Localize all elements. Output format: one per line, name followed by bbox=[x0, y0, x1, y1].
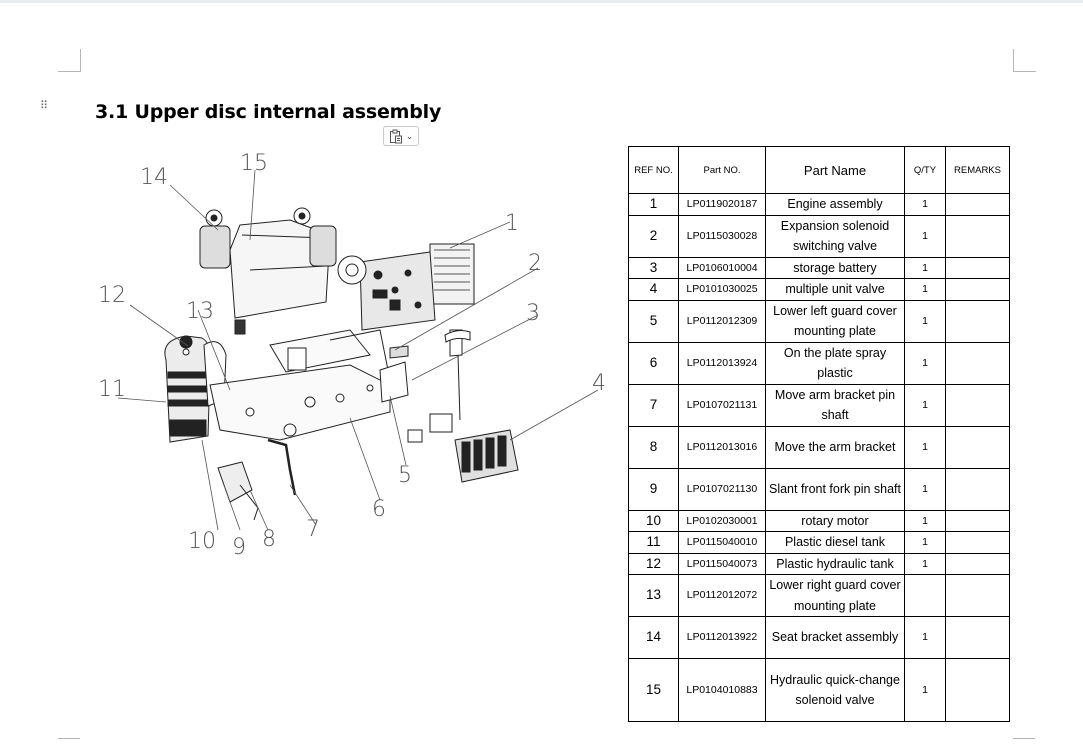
table-row bbox=[629, 342, 1010, 384]
chevron-down-icon: ⌄ bbox=[405, 130, 414, 141]
cell-remarks bbox=[946, 215, 1010, 257]
table-row bbox=[629, 659, 1010, 722]
cell-part-no: LP0107021130 bbox=[679, 468, 766, 510]
header-ref-no: REF NO. bbox=[629, 147, 679, 194]
cell-remarks bbox=[946, 279, 1010, 301]
cell-qty: 1 bbox=[905, 300, 946, 342]
cell-part-no: LP0112012072 bbox=[679, 575, 766, 617]
callout-10: 10 bbox=[188, 529, 216, 554]
header-remarks: REMARKS bbox=[946, 147, 1010, 194]
callout-8: 8 bbox=[262, 527, 276, 552]
cell-remarks bbox=[946, 384, 1010, 426]
cell-part-no: LP0112012309 bbox=[679, 300, 766, 342]
header-part-name: Part Name bbox=[766, 147, 905, 194]
cell-remarks bbox=[946, 617, 1010, 659]
table-row bbox=[629, 194, 1010, 216]
cell-part-name: rotary motor bbox=[766, 510, 905, 532]
cell-qty: 1 bbox=[905, 553, 946, 575]
table-row bbox=[629, 279, 1010, 301]
cell-remarks bbox=[946, 300, 1010, 342]
callout-11: 11 bbox=[98, 377, 126, 402]
cell-part-name: storage battery bbox=[766, 257, 905, 279]
callout-13: 13 bbox=[186, 299, 214, 324]
callout-2: 2 bbox=[528, 251, 542, 276]
cell-qty: 1 bbox=[905, 617, 946, 659]
table-row bbox=[629, 215, 1010, 257]
cell-qty: 1 bbox=[905, 659, 946, 722]
cell-part-name: Lower right guard cover mounting plate bbox=[766, 575, 905, 617]
cell-remarks bbox=[946, 257, 1010, 279]
cell-remarks bbox=[946, 468, 1010, 510]
cell-part-name: Hydraulic quick-change solenoid valve bbox=[766, 659, 905, 722]
drag-handle-icon[interactable]: ⠿ bbox=[40, 100, 50, 112]
cell-part-no: LP0106010004 bbox=[679, 257, 766, 279]
table-row bbox=[629, 575, 1010, 617]
cell-part-name: Lower left guard cover mounting plate bbox=[766, 300, 905, 342]
cell-remarks bbox=[946, 426, 1010, 468]
cell-part-no: LP0112013016 bbox=[679, 426, 766, 468]
table-row bbox=[629, 426, 1010, 468]
cell-part-no: LP0104010883 bbox=[679, 659, 766, 722]
cell-part-no: LP0115040073 bbox=[679, 553, 766, 575]
cell-ref: 3 bbox=[629, 257, 679, 279]
callout-9: 9 bbox=[232, 535, 246, 560]
cell-part-name: Expansion solenoid switching valve bbox=[766, 215, 905, 257]
table-row bbox=[629, 510, 1010, 532]
table-row bbox=[629, 468, 1010, 510]
cell-part-name: Slant front fork pin shaft bbox=[766, 468, 905, 510]
page-corner-mark-top-right bbox=[1013, 49, 1036, 72]
window-top-border bbox=[0, 0, 1083, 3]
cell-qty: 1 bbox=[905, 426, 946, 468]
cell-part-no: LP0107021131 bbox=[679, 384, 766, 426]
section-heading: 3.1 Upper disc internal assembly bbox=[95, 101, 442, 123]
cell-qty: 1 bbox=[905, 384, 946, 426]
callout-5: 5 bbox=[398, 463, 412, 488]
cell-part-no: LP0101030025 bbox=[679, 279, 766, 301]
table-row bbox=[629, 384, 1010, 426]
cell-remarks bbox=[946, 342, 1010, 384]
header-qty: Q/TY bbox=[905, 147, 946, 194]
cell-ref: 9 bbox=[629, 468, 679, 510]
cell-ref: 8 bbox=[629, 426, 679, 468]
cell-remarks bbox=[946, 659, 1010, 722]
cell-ref: 12 bbox=[629, 553, 679, 575]
table-row bbox=[629, 300, 1010, 342]
cell-remarks bbox=[946, 575, 1010, 617]
cell-remarks bbox=[946, 510, 1010, 532]
page-corner-mark-bottom-right bbox=[1013, 738, 1035, 744]
cell-ref: 4 bbox=[629, 279, 679, 301]
cell-qty: 1 bbox=[905, 342, 946, 384]
cell-part-no: LP0112013924 bbox=[679, 342, 766, 384]
cell-ref: 6 bbox=[629, 342, 679, 384]
cell-remarks bbox=[946, 532, 1010, 554]
parts-table bbox=[628, 146, 1010, 722]
cell-ref: 15 bbox=[629, 659, 679, 722]
callout-3: 3 bbox=[526, 301, 540, 326]
cell-remarks bbox=[946, 553, 1010, 575]
table-row bbox=[629, 532, 1010, 554]
cell-part-no: LP0115040010 bbox=[679, 532, 766, 554]
cell-part-no: LP0102030001 bbox=[679, 510, 766, 532]
table-header-row bbox=[629, 147, 1010, 194]
cell-part-name: Seat bracket assembly bbox=[766, 617, 905, 659]
table-row bbox=[629, 617, 1010, 659]
cell-ref: 7 bbox=[629, 384, 679, 426]
cell-part-no: LP0119020187 bbox=[679, 194, 766, 216]
cell-ref: 14 bbox=[629, 617, 679, 659]
callout-4: 4 bbox=[592, 371, 606, 396]
cell-qty: 1 bbox=[905, 194, 946, 216]
cell-ref: 2 bbox=[629, 215, 679, 257]
cell-part-no: LP0115030028 bbox=[679, 215, 766, 257]
callout-12: 12 bbox=[98, 283, 126, 308]
cell-ref: 1 bbox=[629, 194, 679, 216]
cell-ref: 13 bbox=[629, 575, 679, 617]
cell-part-name: multiple unit valve bbox=[766, 279, 905, 301]
cell-part-no: LP0112013922 bbox=[679, 617, 766, 659]
cell-ref: 5 bbox=[629, 300, 679, 342]
cell-qty: 1 bbox=[905, 215, 946, 257]
cell-part-name: Move arm bracket pin shaft bbox=[766, 384, 905, 426]
cell-part-name: Engine assembly bbox=[766, 194, 905, 216]
cell-part-name: Plastic hydraulic tank bbox=[766, 553, 905, 575]
callout-15: 15 bbox=[240, 151, 268, 176]
cell-remarks bbox=[946, 194, 1010, 216]
cell-qty: 1 bbox=[905, 532, 946, 554]
table-row bbox=[629, 553, 1010, 575]
callout-14: 14 bbox=[140, 165, 168, 190]
cell-part-name: On the plate spray plastic bbox=[766, 342, 905, 384]
table-row bbox=[629, 257, 1010, 279]
callout-1: 1 bbox=[505, 211, 519, 236]
cell-part-name: Plastic diesel tank bbox=[766, 532, 905, 554]
cell-qty: 1 bbox=[905, 468, 946, 510]
cell-ref: 10 bbox=[629, 510, 679, 532]
page-corner-mark-top-left bbox=[58, 49, 81, 72]
exploded-view-drawing bbox=[90, 140, 610, 560]
cell-qty: 1 bbox=[905, 257, 946, 279]
cell-qty: 1 bbox=[905, 279, 946, 301]
callout-7: 7 bbox=[306, 517, 320, 542]
header-part-no: Part NO. bbox=[679, 147, 766, 194]
callout-6: 6 bbox=[372, 497, 386, 522]
cell-qty: 1 bbox=[905, 510, 946, 532]
assembly-diagram bbox=[90, 140, 610, 560]
cell-ref: 11 bbox=[629, 532, 679, 554]
cell-part-name: Move the arm bracket bbox=[766, 426, 905, 468]
cell-qty bbox=[905, 575, 946, 617]
page-corner-mark-bottom-left bbox=[58, 738, 80, 744]
